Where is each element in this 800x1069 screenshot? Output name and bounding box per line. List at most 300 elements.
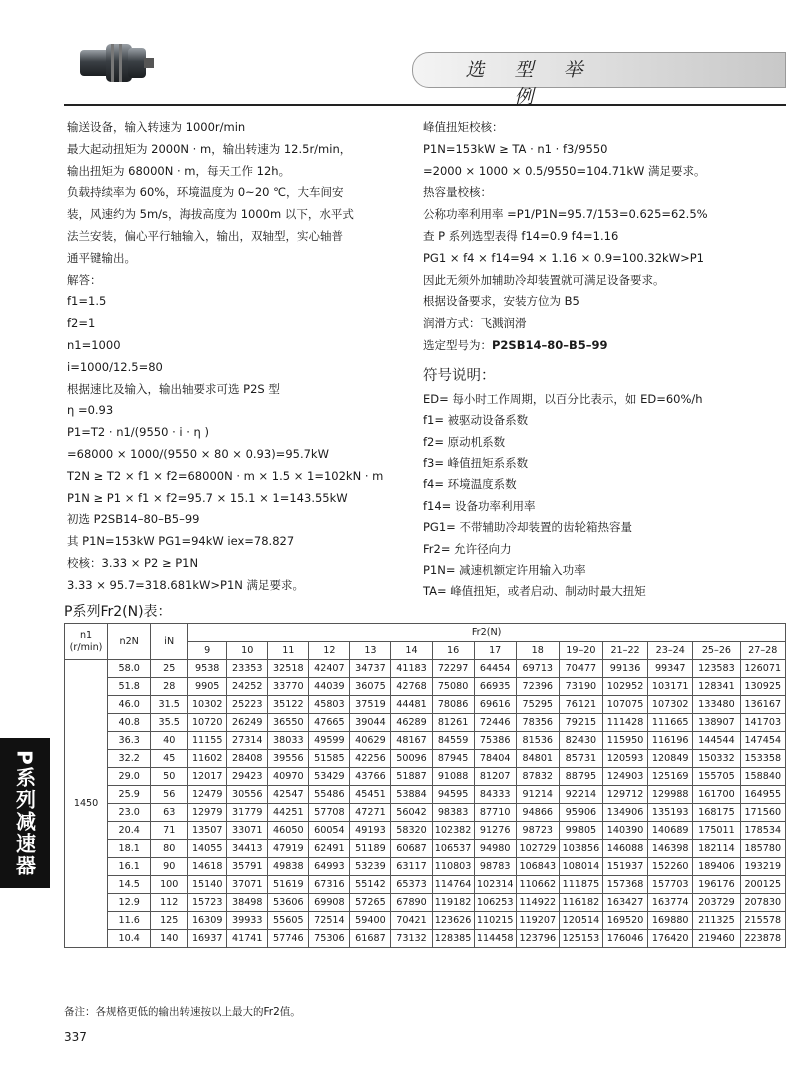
table-cell: 176420 — [648, 930, 693, 948]
table-cell: 147454 — [740, 732, 785, 750]
table-row — [65, 678, 786, 696]
left-text-line: 负载持续率为 60%，环境温度为 0~20 ℃，大车间安 — [67, 185, 344, 200]
table-cell: 193219 — [740, 858, 785, 876]
header-size-cell: 13 — [350, 642, 391, 660]
table-cell: 30556 — [227, 786, 268, 804]
table-cell: 99805 — [559, 822, 602, 840]
header-in: iN — [151, 624, 188, 660]
table-cell: 57265 — [350, 894, 391, 912]
table-cell: 119182 — [432, 894, 474, 912]
table-cell: 164955 — [740, 786, 785, 804]
header-size-cell: 17 — [474, 642, 516, 660]
table-cell: 51.8 — [108, 678, 151, 696]
header-divider — [64, 104, 786, 106]
table-cell: 189406 — [693, 858, 740, 876]
table-cell: 94595 — [432, 786, 474, 804]
left-text-line: i=1000/12.5=80 — [67, 359, 163, 374]
table-cell: 78086 — [432, 696, 474, 714]
table-row — [65, 696, 786, 714]
table-cell: 120849 — [648, 750, 693, 768]
table-row — [65, 804, 786, 822]
gearbox-logo — [78, 36, 156, 90]
table-cell: 39044 — [350, 714, 391, 732]
table-cell: 73190 — [559, 678, 602, 696]
table-cell: 123583 — [693, 660, 740, 678]
table-cell: 223878 — [740, 930, 785, 948]
table-cell: 55486 — [309, 786, 350, 804]
header-n1-label: n1 — [79, 629, 93, 641]
table-cell: 11155 — [188, 732, 227, 750]
right-text-line: 公称功率利用率 =P1/P1N=95.7/153=0.625=62.5% — [423, 207, 708, 222]
example-right-column — [423, 117, 793, 603]
table-cell: 46.0 — [108, 696, 151, 714]
table-cell: 98383 — [432, 804, 474, 822]
table-cell: 146398 — [648, 840, 693, 858]
table-cell: 84559 — [432, 732, 474, 750]
table-cell: 20.4 — [108, 822, 151, 840]
table-cell: 10.4 — [108, 930, 151, 948]
table-cell: 106843 — [516, 858, 559, 876]
left-text-line: P1=T2 · n1/(9550 · i · η ) — [67, 425, 209, 440]
table-cell: 114458 — [474, 930, 516, 948]
table-cell: 16.1 — [108, 858, 151, 876]
table-cell: 60687 — [391, 840, 432, 858]
header-n1 — [65, 624, 108, 660]
header-fr2: Fr2(N) — [188, 624, 786, 642]
table-cell: 41183 — [391, 660, 432, 678]
header-size-cell: 27–28 — [740, 642, 785, 660]
table-cell: 51585 — [309, 750, 350, 768]
table-cell: 87945 — [432, 750, 474, 768]
table-cell: 38498 — [227, 894, 268, 912]
table-cell: 46289 — [391, 714, 432, 732]
table-cell: 120593 — [602, 750, 647, 768]
table-cell: 51887 — [391, 768, 432, 786]
table-cell: 144544 — [693, 732, 740, 750]
table-row — [65, 912, 786, 930]
table-cell: 114764 — [432, 876, 474, 894]
table-cell: 75306 — [309, 930, 350, 948]
table-cell: 62491 — [309, 840, 350, 858]
table-cell: 18.1 — [108, 840, 151, 858]
table-cell: 43766 — [350, 768, 391, 786]
left-text-line: f2=1 — [67, 316, 96, 331]
table-cell: 84801 — [516, 750, 559, 768]
symbols-list — [423, 389, 793, 603]
table-cell: 161700 — [693, 786, 740, 804]
table-cell: 107302 — [648, 696, 693, 714]
table-row — [65, 822, 786, 840]
left-text-line: 通平键输出。 — [67, 250, 136, 265]
left-text-line: 最大起动扭矩为 2000N · m，输出转速为 12.5r/min， — [67, 141, 352, 156]
table-cell: 103171 — [648, 678, 693, 696]
table-cell: 16937 — [188, 930, 227, 948]
table-cell: 78404 — [474, 750, 516, 768]
symbol-item: f2= 原动机系数 — [423, 434, 506, 449]
left-text-line: n1=1000 — [67, 337, 121, 352]
table-cell: 59400 — [350, 912, 391, 930]
table-cell: 82430 — [559, 732, 602, 750]
table-cell: 123626 — [432, 912, 474, 930]
table-cell: 196176 — [693, 876, 740, 894]
table-cell: 182114 — [693, 840, 740, 858]
table-row — [65, 714, 786, 732]
left-text-line: 解答： — [67, 272, 102, 287]
table-cell: 108014 — [559, 858, 602, 876]
table-cell: 57708 — [309, 804, 350, 822]
table-cell: 171560 — [740, 804, 785, 822]
table-cell: 85731 — [559, 750, 602, 768]
table-cell: 44039 — [309, 678, 350, 696]
table-cell: 9538 — [188, 660, 227, 678]
table-cell: 63117 — [391, 858, 432, 876]
table-cell: 29.0 — [108, 768, 151, 786]
table-footnote: 备注：各规格更低的输出转速按以上最大的Fr2值。 — [64, 1006, 301, 1018]
table-row — [65, 876, 786, 894]
table-cell: 48167 — [391, 732, 432, 750]
table-cell: 32.2 — [108, 750, 151, 768]
header-size-cell: 18 — [516, 642, 559, 660]
table-cell: 53239 — [350, 858, 391, 876]
table-cell: 13507 — [188, 822, 227, 840]
table-cell: 155705 — [693, 768, 740, 786]
symbol-item: PG1= 不带辅助冷却装置的齿轮箱热容量 — [423, 520, 632, 535]
table-cell: 102729 — [516, 840, 559, 858]
table-cell: 90 — [151, 858, 188, 876]
table-cell: 37519 — [350, 696, 391, 714]
right-text-line: 根据设备要求，安装方位为 B5 — [423, 294, 580, 309]
table-cell: 111428 — [602, 714, 647, 732]
table-cell: 49838 — [268, 858, 309, 876]
table-cell: 25223 — [227, 696, 268, 714]
table-cell: 130925 — [740, 678, 785, 696]
table-cell: 176046 — [602, 930, 647, 948]
table-cell: 146088 — [602, 840, 647, 858]
table-cell: 119207 — [516, 912, 559, 930]
table-row — [65, 786, 786, 804]
table-cell: 203729 — [693, 894, 740, 912]
table-cell: 12017 — [188, 768, 227, 786]
side-tab-label: P系列减速器 — [12, 749, 37, 877]
table-cell: 28408 — [227, 750, 268, 768]
table-cell: 42768 — [391, 678, 432, 696]
table-cell: 42547 — [268, 786, 309, 804]
left-text-line: 装，风速约为 5m/s，海拔高度为 1000m 以下，水平式 — [67, 207, 354, 222]
right-text-line: 因此无须外加辅助冷却装置就可满足设备要求。 — [423, 272, 665, 287]
table-cell: 42407 — [309, 660, 350, 678]
table-cell: 87832 — [516, 768, 559, 786]
table-cell: 75386 — [474, 732, 516, 750]
left-text-line: =68000 × 1000/(9550 × 80 × 0.93)=95.7kW — [67, 446, 329, 461]
table-cell: 114922 — [516, 894, 559, 912]
table-cell: 35.5 — [151, 714, 188, 732]
table-cell: 45451 — [350, 786, 391, 804]
right-text-line: P1N=153kW ≥ TA · n1 · f3/9550 — [423, 141, 608, 156]
table-cell: 9905 — [188, 678, 227, 696]
table-row — [65, 894, 786, 912]
header-n2n: n2N — [108, 624, 151, 660]
table-cell: 67890 — [391, 894, 432, 912]
table-cell: 141703 — [740, 714, 785, 732]
table-cell: 70477 — [559, 660, 602, 678]
table-cell: 111665 — [648, 714, 693, 732]
table-cell: 110215 — [474, 912, 516, 930]
header-size-cell: 10 — [227, 642, 268, 660]
table-cell: 136167 — [740, 696, 785, 714]
table-cell: 91214 — [516, 786, 559, 804]
left-text-line: P1N ≥ P1 × f1 × f2=95.7 × 15.1 × 1=143.55kW — [67, 490, 348, 505]
table-cell: 106253 — [474, 894, 516, 912]
table-cell: 157368 — [602, 876, 647, 894]
table-row — [65, 840, 786, 858]
selected-model-value: P2SB14–80–B5–99 — [492, 337, 608, 352]
symbol-item: f3= 峰值扭矩系系数 — [423, 455, 529, 470]
table-cell: 95906 — [559, 804, 602, 822]
table-cell: 71 — [151, 822, 188, 840]
table-cell: 44481 — [391, 696, 432, 714]
table-cell: 11.6 — [108, 912, 151, 930]
table-cell: 94866 — [516, 804, 559, 822]
table-cell: 50 — [151, 768, 188, 786]
table-cell: 29423 — [227, 768, 268, 786]
table-cell: 44251 — [268, 804, 309, 822]
table-cell: 50096 — [391, 750, 432, 768]
table-cell: 46050 — [268, 822, 309, 840]
header-size-cell: 21–22 — [602, 642, 647, 660]
table-cell: 219460 — [693, 930, 740, 948]
header-size-cell: 23–24 — [648, 642, 693, 660]
table-cell: 87710 — [474, 804, 516, 822]
table-cell: 55142 — [350, 876, 391, 894]
table-cell: 125169 — [648, 768, 693, 786]
symbol-item: P1N= 减速机额定许用输入功率 — [423, 563, 586, 578]
table-cell: 106537 — [432, 840, 474, 858]
table-cell: 15723 — [188, 894, 227, 912]
table-cell: 163427 — [602, 894, 647, 912]
table-cell: 35791 — [227, 858, 268, 876]
page-number: 337 — [64, 1030, 87, 1044]
table-cell: 102382 — [432, 822, 474, 840]
table-cell: 124903 — [602, 768, 647, 786]
table-cell: 175011 — [693, 822, 740, 840]
symbol-item: ED= 每小时工作周期，以百分比表示，如 ED=60%/h — [423, 391, 703, 406]
right-text-line: 润滑方式：飞溅润滑 — [423, 316, 527, 331]
table-cell: 140 — [151, 930, 188, 948]
table-cell: 75295 — [516, 696, 559, 714]
table-cell: 70421 — [391, 912, 432, 930]
table-cell: 72446 — [474, 714, 516, 732]
table-cell: 91088 — [432, 768, 474, 786]
right-text-line: =2000 × 1000 × 0.5/9550=104.71kW 满足要求。 — [423, 163, 706, 178]
table-cell: 36550 — [268, 714, 309, 732]
table-cell: 99347 — [648, 660, 693, 678]
left-text-line: η =0.93 — [67, 403, 114, 418]
table-cell: 84333 — [474, 786, 516, 804]
table-cell: 55605 — [268, 912, 309, 930]
header-size-cell: 11 — [268, 642, 309, 660]
table-cell: 200125 — [740, 876, 785, 894]
table-cell: 38033 — [268, 732, 309, 750]
right-text-line: 查 P 系列选型表得 f14=0.9 f4=1.16 — [423, 228, 619, 243]
table-cell: 36.3 — [108, 732, 151, 750]
table-cell: 110803 — [432, 858, 474, 876]
table-cell: 207830 — [740, 894, 785, 912]
table-cell: 57746 — [268, 930, 309, 948]
table-row — [65, 660, 786, 678]
table-cell: 169880 — [648, 912, 693, 930]
table-cell: 112 — [151, 894, 188, 912]
table-cell: 123796 — [516, 930, 559, 948]
table-cell: 72396 — [516, 678, 559, 696]
table-cell: 150332 — [693, 750, 740, 768]
table-cell: 40 — [151, 732, 188, 750]
table-cell: 98723 — [516, 822, 559, 840]
example-left-column — [67, 117, 407, 597]
table-cell: 81536 — [516, 732, 559, 750]
left-text-line: 其 P1N=153kW PG1=94kW iex=78.827 — [67, 534, 295, 549]
table-cell: 100 — [151, 876, 188, 894]
table-cell: 98783 — [474, 858, 516, 876]
table-cell: 91276 — [474, 822, 516, 840]
table-cell: 102314 — [474, 876, 516, 894]
table-title: P系列Fr2(N)表： — [64, 604, 172, 620]
table-cell: 158840 — [740, 768, 785, 786]
table-cell: 32518 — [268, 660, 309, 678]
table-cell: 94980 — [474, 840, 516, 858]
table-cell: 39933 — [227, 912, 268, 930]
table-row — [65, 930, 786, 948]
symbol-item: f4= 环境温度系数 — [423, 477, 517, 492]
table-cell: 211325 — [693, 912, 740, 930]
selected-model-label: 选定型号为： — [423, 337, 492, 352]
table-cell: 37071 — [227, 876, 268, 894]
table-cell: 15140 — [188, 876, 227, 894]
header-size-cell: 12 — [309, 642, 350, 660]
table-cell: 10720 — [188, 714, 227, 732]
table-cell: 56 — [151, 786, 188, 804]
table-cell: 140689 — [648, 822, 693, 840]
table-cell: 53884 — [391, 786, 432, 804]
left-text-line: 校核：3.33 × P2 ≥ P1N — [67, 555, 199, 570]
table-cell: 16309 — [188, 912, 227, 930]
header-n1-unit: (r/min) — [69, 641, 103, 653]
table-cell: 31.5 — [151, 696, 188, 714]
left-text-line: f1=1.5 — [67, 294, 107, 309]
right-text-line: 热容量校核： — [423, 185, 492, 200]
left-text-line: 法兰安装，偏心平行轴输入，输出，双轴型，实心轴普 — [67, 228, 343, 243]
table-cell: 14618 — [188, 858, 227, 876]
table-cell: 65373 — [391, 876, 432, 894]
table-cell: 125 — [151, 912, 188, 930]
table-cell: 134906 — [602, 804, 647, 822]
table-cell: 120514 — [559, 912, 602, 930]
table-cell: 72297 — [432, 660, 474, 678]
table-cell: 28 — [151, 678, 188, 696]
table-cell: 163774 — [648, 894, 693, 912]
checks-list — [423, 117, 793, 335]
table-cell: 80 — [151, 840, 188, 858]
table-cell: 72514 — [309, 912, 350, 930]
table-cell: 47665 — [309, 714, 350, 732]
table-cell: 41741 — [227, 930, 268, 948]
table-cell: 35122 — [268, 696, 309, 714]
table-cell: 12.9 — [108, 894, 151, 912]
table-cell: 12979 — [188, 804, 227, 822]
table-cell: 31779 — [227, 804, 268, 822]
table-cell: 23353 — [227, 660, 268, 678]
table-cell: 73132 — [391, 930, 432, 948]
table-cell: 61687 — [350, 930, 391, 948]
table-cell: 40629 — [350, 732, 391, 750]
table-cell: 69616 — [474, 696, 516, 714]
table-cell: 116196 — [648, 732, 693, 750]
table-cell: 26249 — [227, 714, 268, 732]
table-cell: 27314 — [227, 732, 268, 750]
table-cell: 168175 — [693, 804, 740, 822]
table-cell: 135193 — [648, 804, 693, 822]
table-cell: 125153 — [559, 930, 602, 948]
header-size-cell: 14 — [391, 642, 432, 660]
table-cell: 45 — [151, 750, 188, 768]
table-cell: 51189 — [350, 840, 391, 858]
fr2-table — [64, 623, 786, 948]
table-row — [65, 750, 786, 768]
table-cell: 51619 — [268, 876, 309, 894]
table-cell: 115950 — [602, 732, 647, 750]
table-cell: 60054 — [309, 822, 350, 840]
table-cell: 64454 — [474, 660, 516, 678]
table-cell: 25.9 — [108, 786, 151, 804]
table-cell: 79215 — [559, 714, 602, 732]
table-cell: 34413 — [227, 840, 268, 858]
table-cell: 58.0 — [108, 660, 151, 678]
side-tab — [0, 738, 50, 888]
left-text-line: 输出扭矩为 68000N · m，每天工作 12h。 — [67, 163, 291, 178]
table-cell: 11602 — [188, 750, 227, 768]
right-text-line: PG1 × f4 × f14=94 × 1.16 × 0.9=100.32kW>P1 — [423, 250, 704, 265]
table-cell: 47919 — [268, 840, 309, 858]
left-text-line: 3.33 × 95.7=318.681kW>P1N 满足要求。 — [67, 577, 305, 592]
table-cell: 107075 — [602, 696, 647, 714]
table-row — [65, 858, 786, 876]
selected-model — [423, 335, 793, 357]
table-cell: 12479 — [188, 786, 227, 804]
table-cell: 25 — [151, 660, 188, 678]
table-cell: 128385 — [432, 930, 474, 948]
table-cell: 64993 — [309, 858, 350, 876]
table-cell: 53606 — [268, 894, 309, 912]
table-cell: 111875 — [559, 876, 602, 894]
table-cell: 103856 — [559, 840, 602, 858]
table-cell: 215578 — [740, 912, 785, 930]
header-size-cell: 9 — [188, 642, 227, 660]
table-cell: 34737 — [350, 660, 391, 678]
table-row — [65, 732, 786, 750]
table-cell: 116182 — [559, 894, 602, 912]
left-text-line: T2N ≥ T2 × f1 × f2=68000N · m × 1.5 × 1=102kN · m — [67, 468, 384, 483]
n1-cell: 1450 — [65, 660, 108, 948]
table-cell: 157703 — [648, 876, 693, 894]
table-cell: 24252 — [227, 678, 268, 696]
table-cell: 129988 — [648, 786, 693, 804]
right-text-line: 峰值扭矩校核： — [423, 120, 504, 134]
table-cell: 92214 — [559, 786, 602, 804]
symbol-item: f14= 设备功率利用率 — [423, 498, 536, 513]
table-cell: 33071 — [227, 822, 268, 840]
table-cell: 152260 — [648, 858, 693, 876]
table-cell: 40.8 — [108, 714, 151, 732]
table-cell: 153358 — [740, 750, 785, 768]
